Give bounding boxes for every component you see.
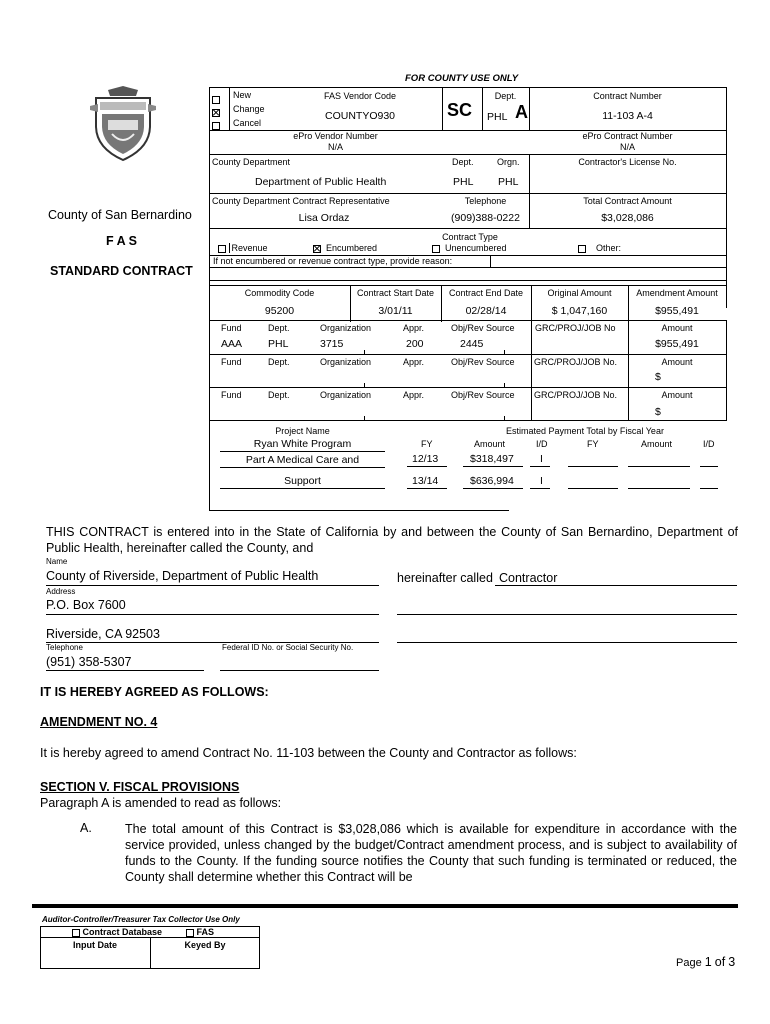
dept2-value: PHL [453, 176, 474, 188]
epro-vendor-label: ePro Vendor Number [293, 131, 378, 141]
fas-vendor-code: COUNTYO930 [324, 110, 396, 122]
other-option[interactable] [578, 243, 621, 253]
federal-id-label: Federal ID No. or Social Security No. [222, 643, 354, 652]
commodity-label: Commodity Code [244, 288, 315, 298]
contract-database-option[interactable] [72, 927, 162, 937]
reason-label: If not encumbered or revenue contract type, provide reason: [213, 256, 453, 266]
amount-value-1: $955,491 [655, 338, 699, 350]
org-value-1: 3715 [320, 338, 344, 350]
paragraph-intro: Paragraph A is amended to read as follows: [40, 796, 282, 810]
fy-id-value-1: I [540, 453, 543, 465]
epro-vendor-value: N/A [327, 142, 343, 152]
project-line-1: Ryan White Program [253, 438, 352, 450]
fy-label-1: FY [421, 439, 433, 449]
original-amount-label: Original Amount [547, 288, 612, 298]
page-indicator [676, 955, 735, 969]
fund-label-3: Fund [221, 390, 242, 400]
dept-value-1: PHL [268, 338, 289, 350]
fy-amount-value-2: $636,994 [470, 475, 514, 487]
rep-label: County Department Contract Representative [212, 196, 390, 206]
amendment-amount-label: Amendment Amount [636, 288, 718, 298]
amount-dollar-3: $ [655, 406, 661, 418]
county-dept-label: County Department [212, 157, 291, 167]
fy-id-value-2: I [540, 475, 543, 487]
fas-option[interactable] [186, 927, 214, 937]
dept-label-1: Dept. [268, 323, 290, 333]
id-label-2: I/D [703, 439, 715, 449]
item-letter: A. [80, 821, 92, 835]
page-of: of [714, 955, 726, 969]
cancel-label: Cancel [233, 118, 262, 128]
telephone-label: Telephone [464, 196, 507, 206]
end-date-value: 02/28/14 [465, 305, 507, 317]
address-label: Address [46, 587, 76, 596]
keyed-by-label: Keyed By [184, 940, 226, 950]
contractor-label: Contractor [499, 571, 558, 585]
county-dept-value: Department of Public Health [255, 176, 387, 188]
fy-amount-value-1: $318,497 [470, 453, 514, 465]
name-label: Name [46, 557, 68, 566]
revenue-label: Revenue [229, 243, 268, 253]
appr-label-2: Appr. [403, 357, 425, 367]
page-number: 1 [704, 955, 712, 969]
amount-label-1: Amount [661, 323, 693, 333]
new-label: New [233, 90, 252, 100]
dept-label-2: Dept. [268, 357, 290, 367]
telephone-value: (909)388-0222 [451, 212, 520, 224]
epro-contract-value: N/A [619, 142, 635, 152]
objrev-label-3: Obj/Rev Source [451, 390, 515, 400]
rep-value: Lisa Ordaz [298, 212, 350, 224]
total-contract-label: Total Contract Amount [583, 196, 672, 206]
contractor-name: County of Riverside, Department of Public Health [46, 569, 319, 583]
county-use-only-label: FOR COUNTY USE ONLY [405, 73, 519, 84]
dept2-label: Dept. [452, 157, 474, 167]
objrev-label-2: Obj/Rev Source [451, 357, 515, 367]
project-name-label: Project Name [275, 426, 330, 436]
contract-number-label: Contract Number [593, 91, 662, 101]
amendment-amount-value: $955,491 [655, 305, 699, 317]
encumbered-option[interactable] [313, 243, 377, 253]
dept-label-3: Dept. [268, 390, 290, 400]
contract-number: 11-103 A-4 [602, 110, 653, 122]
contractor-telephone: (951) 358-5307 [46, 655, 132, 669]
amount-dollar-2: $ [655, 371, 661, 383]
county-seal-logo [88, 86, 158, 164]
contract-type-label: Contract Type [442, 232, 498, 242]
estimated-payment-label: Estimated Payment Total by Fiscal Year [506, 426, 664, 436]
commodity-value: 95200 [264, 305, 295, 317]
appr-value-1: 200 [406, 338, 424, 350]
grc-label-2: GRC/PROJ/JOB No. [534, 357, 618, 367]
end-date-label: Contract End Date [448, 288, 524, 298]
auditor-label: Auditor-Controller/Treasurer Tax Collector Use Only [42, 915, 240, 924]
contract-database-label: Contract Database [82, 927, 163, 937]
fund-value-1: AAA [221, 338, 243, 350]
a-code: A [515, 102, 528, 122]
grc-label-3: GRC/PROJ/JOB No. [534, 390, 618, 400]
page-total: 3 [728, 955, 736, 969]
other-label: Other: [596, 243, 622, 253]
org-label-1: Organization [320, 323, 372, 333]
start-date-label: Contract Start Date [356, 288, 435, 298]
unencumbered-option[interactable] [432, 243, 507, 253]
agreed-heading: IT IS HEREBY AGREED AS FOLLOWS: [40, 685, 269, 699]
amount-label-3: Amount [661, 390, 693, 400]
project-line-3: Support [284, 475, 321, 487]
fund-label-2: Fund [221, 357, 242, 367]
orgn-label: Orgn. [497, 157, 520, 167]
county-name: County of San Bernardino [48, 208, 192, 222]
amendment-heading: AMENDMENT NO. 4 [40, 715, 158, 729]
item-a-text: The total amount of this Contract is $3,028,086 which is available for expenditure in accordance with the service provided, unless changed by the budget/Contract amendment process, and is subject to availability of funds to the County. If the funding source notifies the County that such funding is terminated or reduced, the County shall determine whether this Contract will be [125, 822, 737, 884]
change-label: Change [233, 104, 265, 114]
page-prefix: Page [676, 957, 702, 969]
encumbered-label: Encumbered [326, 243, 378, 253]
project-line-2: Part A Medical Care and [245, 454, 360, 466]
fy-amount-label-1: Amount [474, 439, 506, 449]
fy-label-2: FY [587, 439, 599, 449]
fas-vendor-code-label: FAS Vendor Code [323, 91, 397, 101]
objrev-value-1: 2445 [460, 338, 484, 350]
fy-amount-label-2: Amount [641, 439, 673, 449]
telephone-label-body: Telephone [46, 643, 83, 652]
total-contract-value: $3,028,086 [601, 212, 654, 224]
epro-contract-label: ePro Contract Number [582, 131, 673, 141]
amend-text: It is hereby agreed to amend Contract No. 11-103 between the County and Contractor as follows: [40, 746, 577, 760]
standard-contract-title: STANDARD CONTRACT [50, 264, 193, 278]
amount-label-2: Amount [661, 357, 693, 367]
license-label: Contractor's License No. [578, 157, 677, 167]
sc-code: SC [447, 100, 473, 120]
address-line-2: Riverside, CA 92503 [46, 627, 160, 641]
fas-title: F A S [106, 234, 138, 248]
dept-label: Dept. [494, 91, 517, 101]
objrev-label-1: Obj/Rev Source [451, 323, 515, 333]
unencumbered-label: Unencumbered [445, 243, 507, 253]
fas-footer-label: FAS [196, 927, 215, 937]
fy-value-2: 13/14 [412, 475, 439, 487]
intro-paragraph: THIS CONTRACT is entered into in the State of California by and between the County of San Bernardino, Department of Public Health, hereinafter called the County, and [46, 525, 738, 555]
cancel-checkbox[interactable] [212, 117, 220, 135]
appr-label-3: Appr. [403, 390, 425, 400]
dept-value: PHL [487, 111, 508, 123]
grc-label-1: GRC/PROJ/JOB No [535, 323, 616, 333]
orgn-value: PHL [498, 176, 519, 188]
appr-label-1: Appr. [403, 323, 425, 333]
start-date-value: 3/01/11 [378, 305, 413, 317]
address-line-1: P.O. Box 7600 [46, 598, 126, 612]
hereinafter-label: hereinafter called [397, 571, 493, 585]
section-heading: SECTION V. FISCAL PROVISIONS [40, 780, 240, 794]
org-label-3: Organization [320, 390, 372, 400]
fy-value-1: 12/13 [412, 453, 439, 465]
id-label-1: I/D [536, 439, 548, 449]
revenue-option[interactable] [218, 243, 268, 253]
input-date-label: Input Date [73, 940, 117, 950]
original-amount-value: $ 1,047,160 [551, 305, 608, 317]
fund-label-1: Fund [221, 323, 242, 333]
org-label-2: Organization [320, 357, 372, 367]
